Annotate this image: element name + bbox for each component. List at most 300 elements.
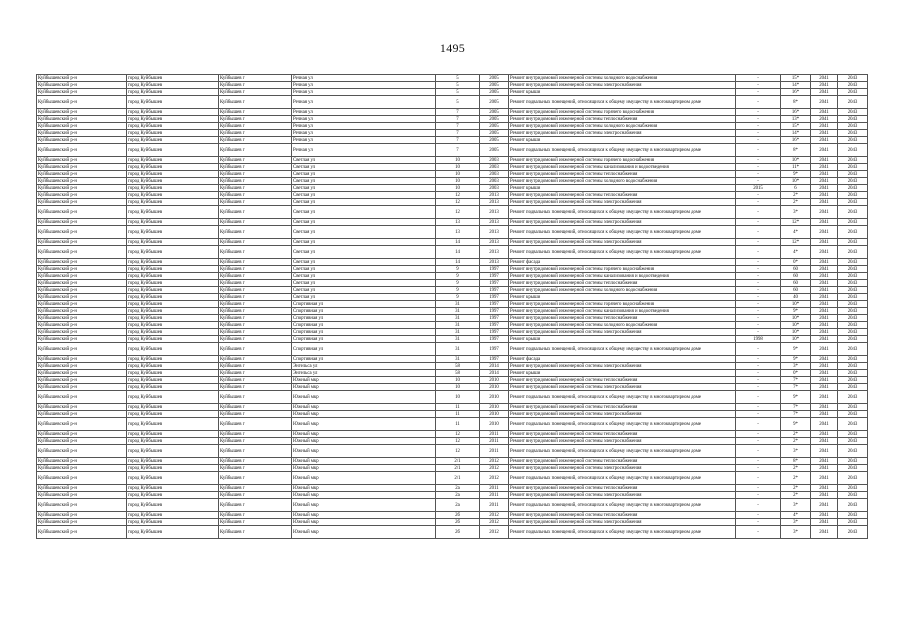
municipality-cell: город Куйбышев	[127, 280, 219, 287]
table-row	[37, 411, 868, 418]
municipality-cell: город Куйбышев	[127, 384, 219, 391]
district-cell: Куйбышевский р-н	[37, 185, 127, 192]
locality-cell: Куйбышев г	[219, 123, 292, 130]
last-repair-year-cell: -	[736, 75, 781, 82]
work-type-cell: Ремонт внутридомовой инженерной системы электроснабжения	[509, 199, 736, 206]
last-repair-year-cell: -	[736, 109, 781, 116]
street-cell: Спортивная ул	[292, 315, 436, 322]
plan-start-year-cell: 2041	[811, 96, 838, 109]
plan-end-year-cell: 2043	[838, 438, 868, 445]
district-cell: Куйбышевский р-н	[37, 137, 127, 144]
locality-cell: Куйбышев г	[219, 438, 292, 445]
house-number-cell: 14	[436, 259, 480, 266]
house-number-cell: 5	[436, 89, 480, 96]
district-cell: Куйбышевский р-н	[37, 391, 127, 404]
municipality-cell: город Куйбышев	[127, 519, 219, 526]
house-number-cell: 12	[436, 445, 480, 458]
work-type-cell: Ремонт подвальных помещений, относящихся к общему имуществу в многоквартирном доме	[509, 499, 736, 512]
locality-cell: Куйбышев г	[219, 287, 292, 294]
locality-cell: Куйбышев г	[219, 199, 292, 206]
plan-start-year-cell: 2041	[811, 130, 838, 137]
wear-percent-cell: 4*	[781, 246, 811, 259]
build-year-cell: 1997	[480, 343, 509, 356]
wear-percent-cell: 10*	[781, 178, 811, 185]
work-type-cell: Ремонт внутридомовой инженерной системы теплоснабжения	[509, 116, 736, 123]
build-year-cell: 2003	[480, 178, 509, 185]
wear-percent-cell: 2*	[781, 192, 811, 199]
plan-start-year-cell: 2041	[811, 391, 838, 404]
house-number-cell: 13	[436, 226, 480, 239]
street-cell: Светлая ул	[292, 185, 436, 192]
table-row	[37, 472, 868, 485]
build-year-cell: 2010	[480, 384, 509, 391]
street-cell: Речная ул	[292, 130, 436, 137]
locality-cell: Куйбышев г	[219, 499, 292, 512]
municipality-cell: город Куйбышев	[127, 259, 219, 266]
plan-start-year-cell: 2041	[811, 370, 838, 377]
plan-end-year-cell: 2043	[838, 82, 868, 89]
house-number-cell: 9	[436, 273, 480, 280]
plan-end-year-cell: 2043	[838, 308, 868, 315]
municipality-cell: город Куйбышев	[127, 137, 219, 144]
district-cell: Куйбышевский р-н	[37, 411, 127, 418]
plan-end-year-cell: 2043	[838, 458, 868, 465]
last-repair-year-cell: -	[736, 82, 781, 89]
wear-percent-cell: 11*	[781, 164, 811, 171]
street-cell: Южный мкр	[292, 519, 436, 526]
municipality-cell: город Куйбышев	[127, 329, 219, 336]
table-row	[37, 519, 868, 526]
last-repair-year-cell: -	[736, 171, 781, 178]
last-repair-year-cell: -	[736, 485, 781, 492]
wear-percent-cell: 7*	[781, 404, 811, 411]
build-year-cell: 2013	[480, 199, 509, 206]
municipality-cell: город Куйбышев	[127, 82, 219, 89]
table-row	[37, 246, 868, 259]
plan-start-year-cell: 2041	[811, 308, 838, 315]
last-repair-year-cell: -	[736, 458, 781, 465]
work-type-cell: Ремонт крыши	[509, 294, 736, 301]
work-type-cell: Ремонт внутридомовой инженерной системы горячего водоснабжения	[509, 157, 736, 164]
last-repair-year-cell: -	[736, 259, 781, 266]
work-type-cell: Ремонт внутридомовой инженерной системы канализования и водоотведения	[509, 273, 736, 280]
municipality-cell: город Куйбышев	[127, 75, 219, 82]
district-cell: Куйбышевский р-н	[37, 123, 127, 130]
locality-cell: Куйбышев г	[219, 418, 292, 431]
district-cell: Куйбышевский р-н	[37, 266, 127, 273]
plan-start-year-cell: 2041	[811, 458, 838, 465]
district-cell: Куйбышевский р-н	[37, 445, 127, 458]
work-type-cell: Ремонт крыши	[509, 336, 736, 343]
build-year-cell: 2005	[480, 123, 509, 130]
last-repair-year-cell: -	[736, 391, 781, 404]
wear-percent-cell: 2*	[781, 472, 811, 485]
work-type-cell: Ремонт внутридомовой инженерной системы горячего водоснабжения	[509, 109, 736, 116]
last-repair-year-cell: -	[736, 206, 781, 219]
plan-end-year-cell: 2043	[838, 273, 868, 280]
plan-start-year-cell: 2041	[811, 438, 838, 445]
district-cell: Куйбышевский р-н	[37, 512, 127, 519]
table-row	[37, 492, 868, 499]
street-cell: Светлая ул	[292, 226, 436, 239]
municipality-cell: город Куйбышев	[127, 144, 219, 157]
work-type-cell: Ремонт внутридомовой инженерной системы электроснабжения	[509, 492, 736, 499]
district-cell: Куйбышевский р-н	[37, 465, 127, 472]
last-repair-year-cell: -	[736, 499, 781, 512]
plan-start-year-cell: 2041	[811, 82, 838, 89]
plan-start-year-cell: 2041	[811, 294, 838, 301]
last-repair-year-cell: 2015	[736, 185, 781, 192]
plan-end-year-cell: 2043	[838, 499, 868, 512]
locality-cell: Куйбышев г	[219, 171, 292, 178]
street-cell: Спортивная ул	[292, 308, 436, 315]
plan-start-year-cell: 2041	[811, 206, 838, 219]
house-number-cell: 7	[436, 137, 480, 144]
house-number-cell: 2б	[436, 526, 480, 539]
last-repair-year-cell: -	[736, 438, 781, 445]
build-year-cell: 2005	[480, 137, 509, 144]
plan-end-year-cell: 2043	[838, 384, 868, 391]
house-number-cell: 14	[436, 246, 480, 259]
table-row	[37, 89, 868, 96]
last-repair-year-cell: -	[736, 89, 781, 96]
last-repair-year-cell: -	[736, 287, 781, 294]
last-repair-year-cell: -	[736, 280, 781, 287]
house-number-cell: 10	[436, 391, 480, 404]
wear-percent-cell: 4*	[781, 226, 811, 239]
build-year-cell: 2005	[480, 116, 509, 123]
last-repair-year-cell: -	[736, 246, 781, 259]
build-year-cell: 2012	[480, 526, 509, 539]
house-number-cell: 31	[436, 356, 480, 363]
plan-start-year-cell: 2041	[811, 336, 838, 343]
municipality-cell: город Куйбышев	[127, 185, 219, 192]
street-cell: Южный мкр	[292, 492, 436, 499]
street-cell: Южный мкр	[292, 418, 436, 431]
work-type-cell: Ремонт внутридомовой инженерной системы холодного водоснабжения	[509, 75, 736, 82]
municipality-cell: город Куйбышев	[127, 116, 219, 123]
work-type-cell: Ремонт внутридомовой инженерной системы электроснабжения	[509, 130, 736, 137]
table-row	[37, 266, 868, 273]
last-repair-year-cell: -	[736, 294, 781, 301]
wear-percent-cell: 9*	[781, 356, 811, 363]
house-number-cell: 31	[436, 301, 480, 308]
table-row	[37, 226, 868, 239]
wear-percent-cell: 8*	[781, 96, 811, 109]
district-cell: Куйбышевский р-н	[37, 384, 127, 391]
work-type-cell: Ремонт внутридомовой инженерной системы электроснабжения	[509, 465, 736, 472]
wear-percent-cell: 60	[781, 266, 811, 273]
wear-percent-cell: 4*	[781, 512, 811, 519]
street-cell: Светлая ул	[292, 259, 436, 266]
wear-percent-cell: 12*	[781, 219, 811, 226]
wear-percent-cell: 2*	[781, 485, 811, 492]
district-cell: Куйбышевский р-н	[37, 404, 127, 411]
table-row	[37, 109, 868, 116]
district-cell: Куйбышевский р-н	[37, 239, 127, 246]
plan-start-year-cell: 2041	[811, 239, 838, 246]
plan-start-year-cell: 2041	[811, 226, 838, 239]
plan-start-year-cell: 2041	[811, 287, 838, 294]
work-type-cell: Ремонт внутридомовой инженерной системы холодного водоснабжения	[509, 287, 736, 294]
locality-cell: Куйбышев г	[219, 280, 292, 287]
street-cell: Светлая ул	[292, 239, 436, 246]
wear-percent-cell: 2*	[781, 465, 811, 472]
build-year-cell: 2012	[480, 512, 509, 519]
plan-end-year-cell: 2043	[838, 445, 868, 458]
page-number: 1495	[439, 41, 466, 55]
district-cell: Куйбышевский р-н	[37, 336, 127, 343]
table-row	[37, 363, 868, 370]
build-year-cell: 1997	[480, 273, 509, 280]
district-cell: Куйбышевский р-н	[37, 82, 127, 89]
plan-start-year-cell: 2041	[811, 157, 838, 164]
build-year-cell: 2005	[480, 89, 509, 96]
plan-start-year-cell: 2041	[811, 526, 838, 539]
district-cell: Куйбышевский р-н	[37, 89, 127, 96]
build-year-cell: 2005	[480, 75, 509, 82]
locality-cell: Куйбышев г	[219, 377, 292, 384]
street-cell: Речная ул	[292, 96, 436, 109]
street-cell: Светлая ул	[292, 206, 436, 219]
wear-percent-cell: 9*	[781, 391, 811, 404]
last-repair-year-cell: -	[736, 226, 781, 239]
house-number-cell: 31	[436, 308, 480, 315]
locality-cell: Куйбышев г	[219, 109, 292, 116]
locality-cell: Куйбышев г	[219, 144, 292, 157]
plan-end-year-cell: 2043	[838, 185, 868, 192]
plan-start-year-cell: 2041	[811, 137, 838, 144]
build-year-cell: 2005	[480, 144, 509, 157]
last-repair-year-cell: -	[736, 472, 781, 485]
build-year-cell: 1997	[480, 301, 509, 308]
work-type-cell: Ремонт внутридомовой инженерной системы теплоснабжения	[509, 512, 736, 519]
wear-percent-cell: 14*	[781, 130, 811, 137]
last-repair-year-cell: -	[736, 144, 781, 157]
build-year-cell: 1997	[480, 287, 509, 294]
house-number-cell: 11	[436, 404, 480, 411]
district-cell: Куйбышевский р-н	[37, 226, 127, 239]
locality-cell: Куйбышев г	[219, 226, 292, 239]
plan-end-year-cell: 2043	[838, 492, 868, 499]
plan-start-year-cell: 2041	[811, 185, 838, 192]
street-cell: Южный мкр	[292, 431, 436, 438]
table-row	[37, 329, 868, 336]
locality-cell: Куйбышев г	[219, 219, 292, 226]
municipality-cell: город Куйбышев	[127, 219, 219, 226]
street-cell: Южный мкр	[292, 445, 436, 458]
plan-end-year-cell: 2043	[838, 137, 868, 144]
locality-cell: Куйбышев г	[219, 336, 292, 343]
build-year-cell: 2013	[480, 259, 509, 266]
work-type-cell: Ремонт внутридомовой инженерной системы теплоснабжения	[509, 431, 736, 438]
street-cell: Спортивная ул	[292, 336, 436, 343]
street-cell: Южный мкр	[292, 438, 436, 445]
plan-end-year-cell: 2043	[838, 391, 868, 404]
plan-end-year-cell: 2043	[838, 363, 868, 370]
wear-percent-cell: 3*	[781, 445, 811, 458]
locality-cell: Куйбышев г	[219, 492, 292, 499]
house-number-cell: 58	[436, 363, 480, 370]
plan-end-year-cell: 2043	[838, 116, 868, 123]
house-number-cell: 13	[436, 219, 480, 226]
street-cell: Спортивная ул	[292, 343, 436, 356]
district-cell: Куйбышевский р-н	[37, 75, 127, 82]
build-year-cell: 1997	[480, 308, 509, 315]
locality-cell: Куйбышев г	[219, 485, 292, 492]
house-number-cell: 9	[436, 287, 480, 294]
municipality-cell: город Куйбышев	[127, 266, 219, 273]
municipality-cell: город Куйбышев	[127, 157, 219, 164]
wear-percent-cell: 8*	[781, 144, 811, 157]
plan-end-year-cell: 2043	[838, 123, 868, 130]
house-number-cell: 31	[436, 343, 480, 356]
street-cell: Энгельса ул	[292, 363, 436, 370]
locality-cell: Куйбышев г	[219, 116, 292, 123]
wear-percent-cell: 2*	[781, 492, 811, 499]
municipality-cell: город Куйбышев	[127, 458, 219, 465]
municipality-cell: город Куйбышев	[127, 96, 219, 109]
plan-end-year-cell: 2043	[838, 109, 868, 116]
build-year-cell: 2011	[480, 492, 509, 499]
district-cell: Куйбышевский р-н	[37, 418, 127, 431]
work-type-cell: Ремонт внутридомовой инженерной системы холодного водоснабжения	[509, 123, 736, 130]
street-cell: Речная ул	[292, 82, 436, 89]
locality-cell: Куйбышев г	[219, 356, 292, 363]
work-type-cell: Ремонт подвальных помещений, относящихся к общему имуществу в многоквартирном доме	[509, 206, 736, 219]
build-year-cell: 2013	[480, 219, 509, 226]
plan-end-year-cell: 2043	[838, 411, 868, 418]
plan-end-year-cell: 2043	[838, 259, 868, 266]
plan-start-year-cell: 2041	[811, 301, 838, 308]
house-number-cell: 7	[436, 123, 480, 130]
street-cell: Светлая ул	[292, 199, 436, 206]
municipality-cell: город Куйбышев	[127, 246, 219, 259]
street-cell: Светлая ул	[292, 266, 436, 273]
district-cell: Куйбышевский р-н	[37, 431, 127, 438]
municipality-cell: город Куйбышев	[127, 492, 219, 499]
locality-cell: Куйбышев г	[219, 411, 292, 418]
house-number-cell: 2/1	[436, 465, 480, 472]
locality-cell: Куйбышев г	[219, 157, 292, 164]
municipality-cell: город Куйбышев	[127, 445, 219, 458]
locality-cell: Куйбышев г	[219, 512, 292, 519]
house-number-cell: 11	[436, 418, 480, 431]
table-row	[37, 178, 868, 185]
work-type-cell: Ремонт подвальных помещений, относящихся к общему имуществу в многоквартирном доме	[509, 144, 736, 157]
district-cell: Куйбышевский р-н	[37, 273, 127, 280]
build-year-cell: 2010	[480, 377, 509, 384]
locality-cell: Куйбышев г	[219, 89, 292, 96]
district-cell: Куйбышевский р-н	[37, 377, 127, 384]
locality-cell: Куйбышев г	[219, 343, 292, 356]
plan-end-year-cell: 2043	[838, 171, 868, 178]
street-cell: Южный мкр	[292, 485, 436, 492]
build-year-cell: 2005	[480, 96, 509, 109]
plan-start-year-cell: 2041	[811, 485, 838, 492]
work-type-cell: Ремонт подвальных помещений, относящихся к общему имуществу в многоквартирном доме	[509, 343, 736, 356]
table-row	[37, 370, 868, 377]
last-repair-year-cell: -	[736, 164, 781, 171]
build-year-cell: 2012	[480, 458, 509, 465]
plan-end-year-cell: 2043	[838, 219, 868, 226]
municipality-cell: город Куйбышев	[127, 226, 219, 239]
table-row	[37, 199, 868, 206]
wear-percent-cell: 2*	[781, 438, 811, 445]
street-cell: Южный мкр	[292, 526, 436, 539]
street-cell: Светлая ул	[292, 246, 436, 259]
locality-cell: Куйбышев г	[219, 384, 292, 391]
plan-start-year-cell: 2041	[811, 259, 838, 266]
plan-end-year-cell: 2043	[838, 178, 868, 185]
municipality-cell: город Куйбышев	[127, 287, 219, 294]
district-cell: Куйбышевский р-н	[37, 171, 127, 178]
table-row	[37, 418, 868, 431]
district-cell: Куйбышевский р-н	[37, 206, 127, 219]
district-cell: Куйбышевский р-н	[37, 287, 127, 294]
municipality-cell: город Куйбышев	[127, 239, 219, 246]
municipality-cell: город Куйбышев	[127, 322, 219, 329]
work-type-cell: Ремонт внутридомовой инженерной системы теплоснабжения	[509, 280, 736, 287]
work-type-cell: Ремонт внутридомовой инженерной системы электроснабжения	[509, 239, 736, 246]
street-cell: Южный мкр	[292, 404, 436, 411]
work-type-cell: Ремонт внутридомовой инженерной системы электроснабжения	[509, 219, 736, 226]
street-cell: Речная ул	[292, 89, 436, 96]
table-row	[37, 219, 868, 226]
work-type-cell: Ремонт подвальных помещений, относящихся к общему имуществу в многоквартирном доме	[509, 418, 736, 431]
work-type-cell: Ремонт внутридомовой инженерной системы электроснабжения	[509, 329, 736, 336]
street-cell: Речная ул	[292, 123, 436, 130]
district-cell: Куйбышевский р-н	[37, 438, 127, 445]
municipality-cell: город Куйбышев	[127, 301, 219, 308]
table-row	[37, 144, 868, 157]
last-repair-year-cell: -	[736, 370, 781, 377]
work-type-cell: Ремонт подвальных помещений, относящихся к общему имуществу в многоквартирном доме	[509, 246, 736, 259]
plan-end-year-cell: 2043	[838, 519, 868, 526]
locality-cell: Куйбышев г	[219, 192, 292, 199]
build-year-cell: 2011	[480, 499, 509, 512]
locality-cell: Куйбышев г	[219, 206, 292, 219]
locality-cell: Куйбышев г	[219, 370, 292, 377]
table-row	[37, 185, 868, 192]
last-repair-year-cell: -	[736, 343, 781, 356]
house-number-cell: 2б	[436, 519, 480, 526]
municipality-cell: город Куйбышев	[127, 130, 219, 137]
wear-percent-cell: 12*	[781, 239, 811, 246]
last-repair-year-cell: -	[736, 322, 781, 329]
municipality-cell: город Куйбышев	[127, 315, 219, 322]
district-cell: Куйбышевский р-н	[37, 519, 127, 526]
build-year-cell: 2014	[480, 363, 509, 370]
work-type-cell: Ремонт внутридомовой инженерной системы электроснабжения	[509, 411, 736, 418]
municipality-cell: город Куйбышев	[127, 465, 219, 472]
municipality-cell: город Куйбышев	[127, 192, 219, 199]
build-year-cell: 2003	[480, 171, 509, 178]
plan-end-year-cell: 2043	[838, 206, 868, 219]
table-row	[37, 384, 868, 391]
locality-cell: Куйбышев г	[219, 294, 292, 301]
table-row	[37, 259, 868, 266]
municipality-cell: город Куйбышев	[127, 411, 219, 418]
work-type-cell: Ремонт внутридомовой инженерной системы теплоснабжения	[509, 485, 736, 492]
house-number-cell: 10	[436, 384, 480, 391]
district-cell: Куйбышевский р-н	[37, 294, 127, 301]
locality-cell: Куйбышев г	[219, 308, 292, 315]
plan-start-year-cell: 2041	[811, 377, 838, 384]
table-row	[37, 404, 868, 411]
street-cell: Южный мкр	[292, 411, 436, 418]
table-row	[37, 280, 868, 287]
